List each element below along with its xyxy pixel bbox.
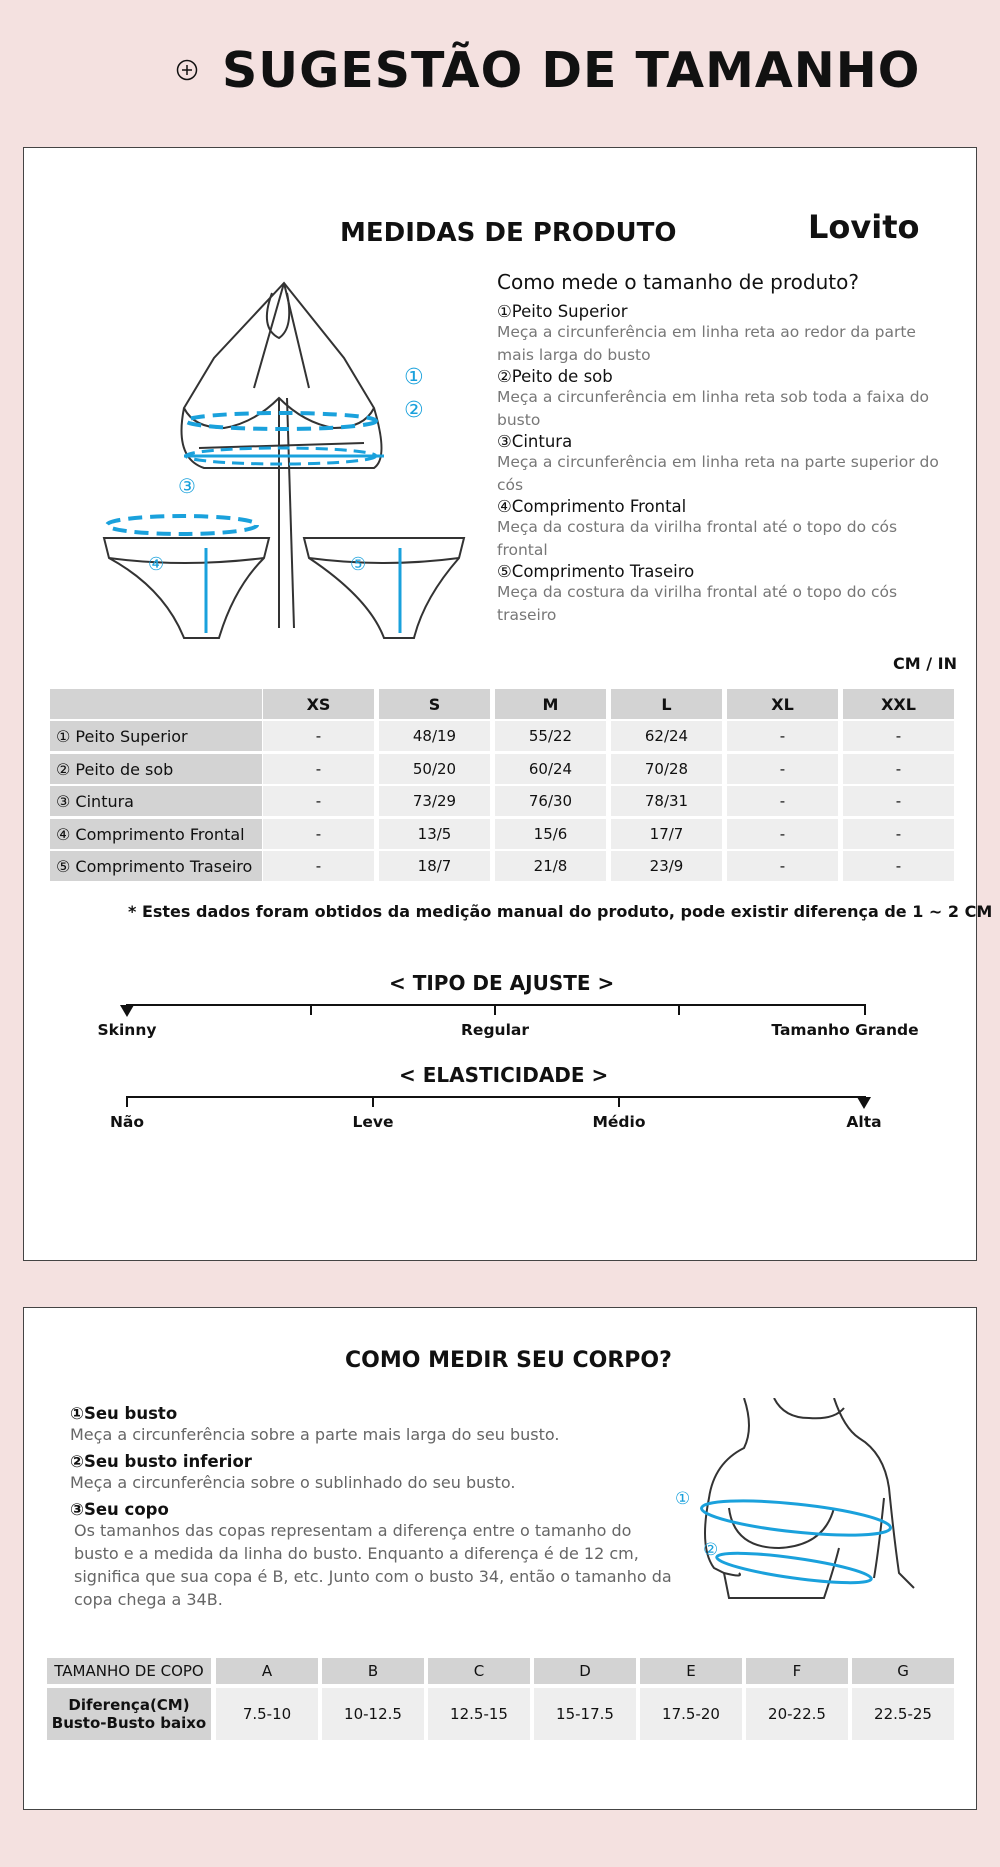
body-desc: Meça a circunferência sobre a parte mais larga do seu busto. bbox=[70, 1425, 560, 1444]
diagram-marker-3: ③ bbox=[178, 474, 196, 498]
table-cell: 73/29 bbox=[379, 786, 490, 816]
size-header-xl: XL bbox=[727, 689, 838, 719]
elasticity-label-medium: Médio bbox=[592, 1113, 646, 1131]
table-cell: - bbox=[727, 721, 838, 751]
product-diagram bbox=[84, 268, 504, 648]
size-header-xxl: XXL bbox=[843, 689, 954, 719]
cup-value-cell: 10-12.5 bbox=[322, 1688, 424, 1740]
cup-header-c: C bbox=[428, 1658, 530, 1684]
body-section-title: COMO MEDIR SEU CORPO? bbox=[345, 1348, 672, 1373]
body-item: ③Seu copo bbox=[70, 1500, 169, 1519]
elasticity-title: < ELASTICIDADE > bbox=[399, 1063, 609, 1087]
cup-header-f: F bbox=[746, 1658, 848, 1684]
table-row-label: ③ Cintura bbox=[50, 786, 262, 816]
cup-header-d: D bbox=[534, 1658, 636, 1684]
torso-marker-2: ② bbox=[703, 1540, 719, 1560]
page-header bbox=[0, 36, 1000, 106]
torso-diagram bbox=[684, 1398, 934, 1608]
page-title: SUGESTÃO DE TAMANHO bbox=[222, 42, 921, 99]
measure-desc: Meça a circunferência em linha reta na parte superior do bbox=[497, 453, 939, 471]
table-cell: - bbox=[843, 754, 954, 784]
table-cell: - bbox=[263, 754, 374, 784]
elasticity-tick bbox=[618, 1097, 620, 1107]
table-row-label: ② Peito de sob bbox=[50, 754, 262, 784]
cup-header-label: TAMANHO DE COPO bbox=[47, 1658, 211, 1684]
table-cell: - bbox=[843, 786, 954, 816]
table-cell: 62/24 bbox=[611, 721, 722, 751]
cup-value-cell: 17.5-20 bbox=[640, 1688, 742, 1740]
table-cell: - bbox=[727, 819, 838, 849]
elasticity-label-light: Leve bbox=[352, 1113, 394, 1131]
measure-desc: Meça a circunferência em linha reta sob toda a faixa do bbox=[497, 388, 930, 406]
table-cell: - bbox=[843, 721, 954, 751]
fit-label-large: Tamanho Grande bbox=[771, 1021, 919, 1039]
table-cell: 50/20 bbox=[379, 754, 490, 784]
elasticity-tick bbox=[372, 1097, 374, 1107]
measure-instructions bbox=[497, 270, 939, 627]
table-cell: 60/24 bbox=[495, 754, 606, 784]
measure-desc: traseiro bbox=[497, 606, 557, 624]
cup-value-cell: 15-17.5 bbox=[534, 1688, 636, 1740]
measure-desc: mais larga do busto bbox=[497, 346, 651, 364]
measure-desc: Meça da costura da virilha frontal até o topo do cós bbox=[497, 583, 898, 601]
diagram-marker-4: ④ bbox=[148, 554, 165, 575]
measure-item: ③Cintura bbox=[497, 432, 573, 451]
product-measurements-panel bbox=[23, 147, 993, 1261]
measure-desc: Meça a circunferência em linha reta ao redor da parte bbox=[497, 323, 916, 341]
table-cell: 13/5 bbox=[379, 819, 490, 849]
body-desc: Meça a circunferência sobre o sublinhado do seu busto. bbox=[70, 1473, 516, 1492]
table-cell: 15/6 bbox=[495, 819, 606, 849]
diagram-marker-2: ② bbox=[404, 398, 424, 423]
size-header-xs: XS bbox=[263, 689, 374, 719]
table-cell: - bbox=[727, 754, 838, 784]
size-header-s: S bbox=[379, 689, 490, 719]
measurement-note: * Estes dados foram obtidos da medição manual do produto, pode existir diferença de 1 ~ 2 CM bbox=[128, 902, 993, 921]
fit-tick bbox=[310, 1005, 312, 1015]
body-measurement-panel bbox=[23, 1307, 977, 1810]
product-section-title: MEDIDAS DE PRODUTO bbox=[340, 218, 677, 248]
elasticity-label-high: Alta bbox=[846, 1113, 882, 1131]
body-item: ①Seu busto bbox=[70, 1404, 178, 1423]
measure-desc: Meça da costura da virilha frontal até o topo do cós bbox=[497, 518, 898, 536]
cup-row-label bbox=[47, 1688, 211, 1740]
table-cell: - bbox=[727, 786, 838, 816]
cup-value-cell: 12.5-15 bbox=[428, 1688, 530, 1740]
brand-logo: Lovito bbox=[808, 208, 920, 246]
table-cell: 48/19 bbox=[379, 721, 490, 751]
unit-label: CM / IN bbox=[893, 654, 957, 673]
body-instructions bbox=[70, 1404, 672, 1611]
table-cell: 18/7 bbox=[379, 851, 490, 881]
torso-marker-1: ① bbox=[675, 1489, 691, 1509]
plus-circle-icon bbox=[176, 59, 198, 81]
table-cell: 23/9 bbox=[611, 851, 722, 881]
table-cell: - bbox=[727, 851, 838, 881]
body-desc: copa chega a 34B. bbox=[74, 1590, 223, 1609]
table-cell: 55/22 bbox=[495, 721, 606, 751]
cup-value-cell: 22.5-25 bbox=[852, 1688, 954, 1740]
table-row-label: ④ Comprimento Frontal bbox=[50, 819, 262, 849]
table-cell: - bbox=[263, 819, 374, 849]
table-cell: 70/28 bbox=[611, 754, 722, 784]
table-cell: 78/31 bbox=[611, 786, 722, 816]
size-header-l: L bbox=[611, 689, 722, 719]
table-row-label: ① Peito Superior bbox=[50, 721, 262, 751]
body-desc: busto e a medida da linha do busto. Enquanto a diferença é de 12 cm, bbox=[74, 1544, 639, 1563]
table-cell: 21/8 bbox=[495, 851, 606, 881]
cup-value-cell: 7.5-10 bbox=[216, 1688, 318, 1740]
diagram-marker-5: ⑤ bbox=[350, 554, 367, 575]
measure-item: ⑤Comprimento Traseiro bbox=[497, 562, 695, 581]
body-item: ②Seu busto inferior bbox=[70, 1452, 252, 1471]
measure-desc: busto bbox=[497, 411, 541, 429]
cup-header-g: G bbox=[852, 1658, 954, 1684]
table-cell: - bbox=[263, 721, 374, 751]
body-desc: significa que sua copa é B, etc. Junto com o busto 34, então o tamanho da bbox=[74, 1567, 672, 1586]
cup-header-e: E bbox=[640, 1658, 742, 1684]
measure-item: ②Peito de sob bbox=[497, 367, 613, 386]
cup-header-b: B bbox=[322, 1658, 424, 1684]
fit-label-regular: Regular bbox=[461, 1021, 529, 1039]
measure-item: ④Comprimento Frontal bbox=[497, 497, 687, 516]
fit-marker bbox=[120, 1005, 134, 1017]
size-header-m: M bbox=[495, 689, 606, 719]
body-desc: Os tamanhos das copas representam a diferença entre o tamanho do bbox=[74, 1521, 632, 1540]
fit-scale-line bbox=[126, 1004, 866, 1006]
measure-desc: cós bbox=[497, 476, 524, 494]
table-row-label: ⑤ Comprimento Traseiro bbox=[50, 851, 262, 881]
fit-label-skinny: Skinny bbox=[97, 1021, 157, 1039]
table-cell: - bbox=[843, 851, 954, 881]
cup-row-label-line: Busto-Busto baixo bbox=[51, 1714, 207, 1732]
elasticity-tick bbox=[126, 1097, 128, 1107]
elasticity-label-no: Não bbox=[109, 1113, 145, 1131]
cup-row-label-line: Diferença(CM) bbox=[68, 1696, 190, 1714]
elasticity-marker bbox=[857, 1097, 871, 1109]
table-cell: 17/7 bbox=[611, 819, 722, 849]
elasticity-scale-line bbox=[126, 1096, 866, 1098]
table-corner bbox=[50, 689, 262, 719]
fit-tick bbox=[494, 1005, 496, 1015]
measure-item: ①Peito Superior bbox=[497, 302, 628, 321]
table-cell: 76/30 bbox=[495, 786, 606, 816]
fit-tick bbox=[678, 1005, 680, 1015]
diagram-marker-1: ① bbox=[404, 365, 424, 390]
measure-question: Como mede o tamanho de produto? bbox=[497, 270, 859, 294]
table-cell: - bbox=[843, 819, 954, 849]
cup-value-cell: 20-22.5 bbox=[746, 1688, 848, 1740]
table-cell: - bbox=[263, 786, 374, 816]
fit-title: < TIPO DE AJUSTE > bbox=[389, 971, 615, 995]
cup-header-a: A bbox=[216, 1658, 318, 1684]
table-cell: - bbox=[263, 851, 374, 881]
measure-desc: frontal bbox=[497, 541, 548, 559]
fit-tick bbox=[864, 1005, 866, 1015]
